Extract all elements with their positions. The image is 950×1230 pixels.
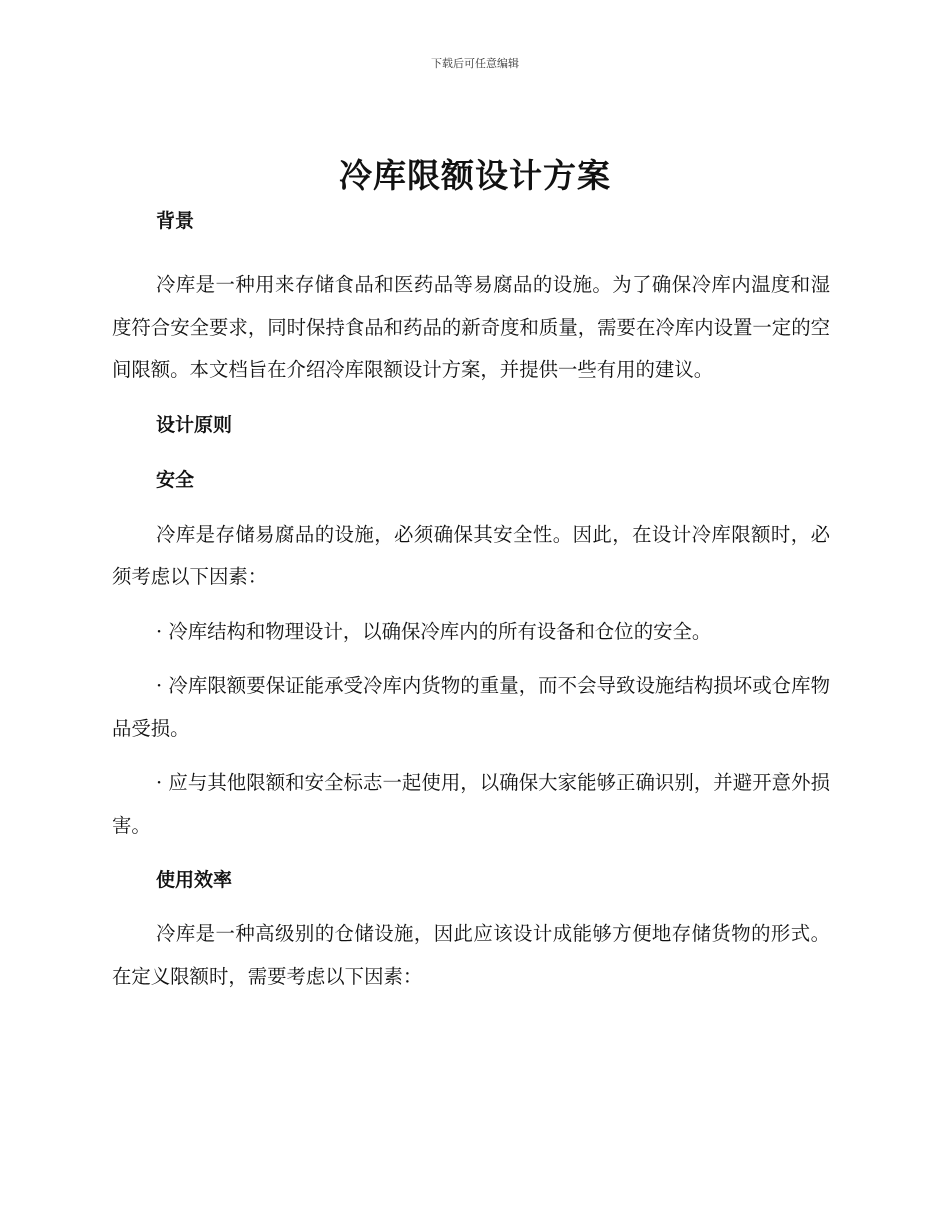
document-title: 冷库限额设计方案 xyxy=(339,156,611,195)
section-heading-background: 背景 xyxy=(156,210,195,232)
safety-paragraph: 冷库是存储易腐品的设施，必须确保其安全性。因此，在设计冷库限额时，必须考虑以下因素： xyxy=(112,522,830,588)
section-heading-principles: 设计原则 xyxy=(156,413,233,436)
document-body xyxy=(112,200,830,998)
safety-bullet: · 冷库结构和物理设计，以确保冷库内的所有设备和仓位的安全。 xyxy=(156,619,712,643)
section-heading-efficiency: 使用效率 xyxy=(156,869,233,891)
header-note: 下载后可任意编辑 xyxy=(431,57,519,70)
section-heading-safety: 安全 xyxy=(156,468,195,491)
safety-bullet: · 冷库限额要保证能承受冷库内货物的重量，而不会导致设施结构损坏或仓库物品受损。 xyxy=(112,674,830,740)
safety-bullet: · 应与其他限额和安全标志一起使用，以确保大家能够正确识别，并避开意外损害。 xyxy=(112,771,830,837)
efficiency-paragraph: 冷库是一种高级别的仓储设施，因此应该设计成能够方便地存储货物的形式。在定义限额时，需要考虑以下因素： xyxy=(112,922,830,988)
background-paragraph: 冷库是一种用来存储食品和医药品等易腐品的设施。为了确保冷库内温度和湿度符合安全要求，同时保持食品和药品的新奇度和质量，需要在冷库内设置一定的空间限额。本文档旨在介绍冷库限额设计方案，并提供一些有用的建议。 xyxy=(112,273,830,381)
